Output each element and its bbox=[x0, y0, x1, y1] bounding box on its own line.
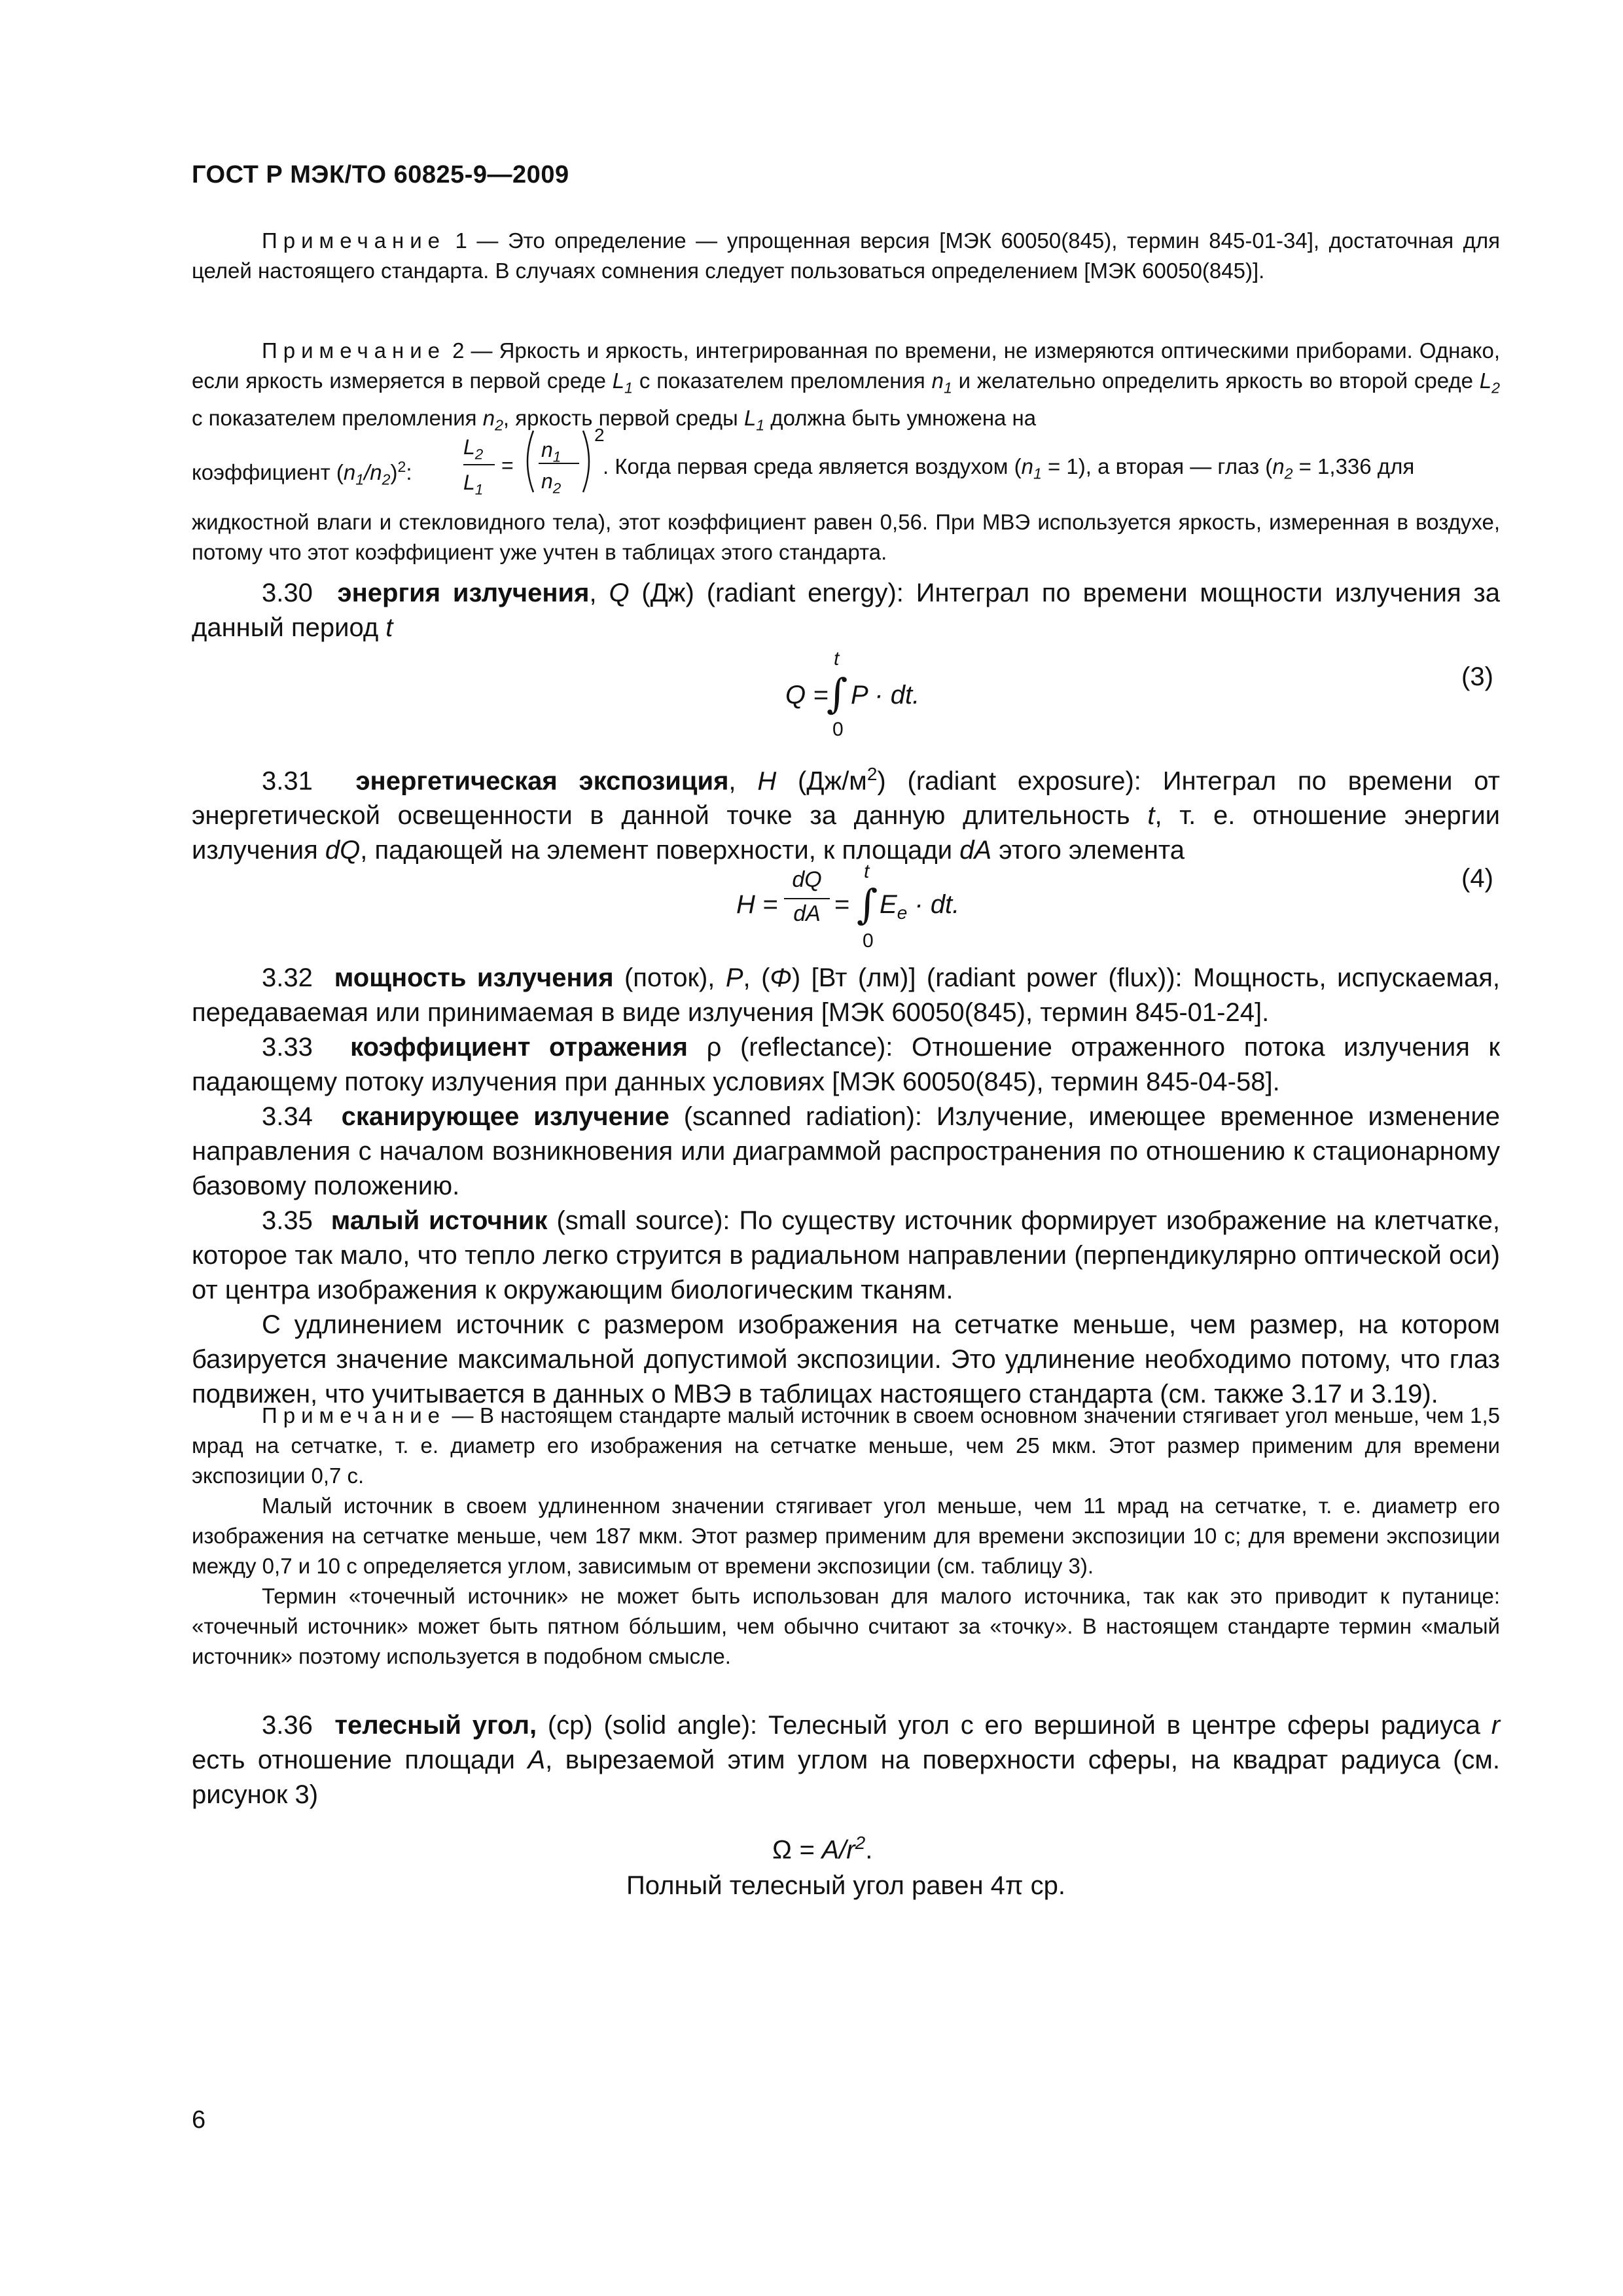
term-radiant-exposure: энергетическая экспозиция bbox=[355, 766, 729, 796]
equation-4-number: (4) bbox=[1461, 864, 1493, 893]
note-1 bbox=[192, 226, 1500, 286]
term-scanned-radiation: сканирующее излучение bbox=[341, 1102, 669, 1131]
symbol-L2: $L_2$ bbox=[1479, 368, 1500, 397]
integral-icon: ∫ bbox=[827, 670, 848, 717]
note-label: Примечание bbox=[262, 338, 446, 363]
integral-icon: ∫ bbox=[857, 880, 878, 928]
equation-solid-angle: $\Omega = A/r^2$. bbox=[772, 1833, 873, 1865]
section-3-35: 3.35 малый источник (small source): По существу источник формирует изображение на клетчатке, которое так мало, что тепло легко струится в радиальном направлении (перпендикулярно оптической оси) от центра изображения к окружающим биологическим тканям. bbox=[192, 1206, 1500, 1304]
symbol-n1: $n_1$ bbox=[931, 368, 952, 397]
term-radiant-energy: энергия излучения bbox=[337, 579, 590, 607]
eq4-integrand: $E_e$ · dt. bbox=[880, 890, 960, 923]
page-number: 6 bbox=[192, 2106, 206, 2134]
term-radiant-power: мощность излучения bbox=[334, 963, 614, 992]
term-reflectance: коэффициент отражения bbox=[350, 1033, 688, 1062]
symbol-n2: $n_2$ bbox=[482, 405, 503, 434]
eq4-equals: = bbox=[834, 890, 850, 919]
section-3-33: 3.33 коэффициент отражения ρ (reflectance): Отношение отраженного потока излучения к падающему потоку излучения при данных условиях [МЭК 60050(845), термин 845-04-58]. bbox=[192, 1033, 1501, 1096]
section-3-32: 3.32 мощность излучения (поток), P, (Φ) [Вт (лм)] (radiant power (flux)): Мощность, испускаемая, передаваемая или принимаемая в виде излучения [МЭК 60050(845), термин 845-01-24]. bbox=[192, 963, 1501, 1027]
note-1-text: 1 — Это определение — упрощенная версия [МЭК 60050(845), термин 845-01-34], достаточная для целей настоящего стандарта. В случаях сомнения следует пользоваться определением [МЭК 60050(845)]. bbox=[192, 228, 1500, 283]
coefficient-tail: . Когда первая среда является воздухом $(n_1 = 1)$, а вторая — глаз ($n_2 = 1,336$ для bbox=[603, 454, 1415, 482]
eq4-lower-limit: 0 bbox=[863, 930, 874, 952]
note-3-text: — В настоящем стандарте малый источник в своем основном значении стягивает угол меньше, чем 1,5 мрад на сетчатке, т. е. диаметр его изображения на сетчатке меньше, чем 25 мкм. Этот размер применим для времени экспозиции 0,7 с. bbox=[192, 1403, 1500, 1488]
ratio-n1: $n_1$ bbox=[541, 438, 562, 465]
eq4-denominator: dA bbox=[793, 901, 821, 926]
eq3-integrand: P · dt. bbox=[851, 681, 920, 709]
note-2-text: с показателем преломления bbox=[192, 405, 483, 430]
note-2-continuation: жидкостной влаги и стекловидного тела), этот коэффициент равен 0,56. При МВЭ используется яркость, измеренная в воздухе, потому что этот коэффициент уже учтен в таблицах этого стандарта. bbox=[192, 510, 1500, 564]
eq4-numerator: dQ bbox=[792, 867, 822, 892]
note-2-text: 2 — Яркость и яркость, интегрированная по времени, не измеряются оптическими приборами. Однако, если яркость измеряется в первой среде bbox=[192, 338, 1500, 393]
note-3 bbox=[192, 1401, 1500, 1491]
power-two: 2 bbox=[594, 425, 605, 445]
document-header: ГОСТ Р МЭК/ТО 60825-9—2009 bbox=[192, 161, 569, 188]
section-3-34: 3.34 сканирующее излучение (scanned radiation): Излучение, имеющее временное изменение направления с началом возникновения или диаграммой распространения по отношению к стационарному базовому положению. bbox=[192, 1102, 1501, 1200]
eq3-upper-limit: t bbox=[834, 648, 840, 670]
ratio-L2: $L_2$ bbox=[463, 435, 484, 463]
section-3-35-paragraph-2: С удлинением источник с размером изображения на сетчатке меньше, чем размер, на котором базируется значение максимальной допустимой экспозиции. Это удлинение необходимо потому, что глаз подвижен, что учитывается в данных о МВЭ в таблицах настоящего стандарта (см. также 3.17 и 3.19). bbox=[192, 1310, 1500, 1408]
symbol-L1: $L_1$ bbox=[743, 405, 765, 434]
note-2-text: , яркость первой среды bbox=[503, 405, 744, 430]
eq4-upper-limit: t bbox=[864, 861, 870, 882]
ratio-n2: $n_2$ bbox=[541, 469, 562, 497]
eq3-lhs: Q = bbox=[785, 681, 829, 709]
note-3-paragraph-2: Малый источник в своем удлиненном значении стягивает угол меньше, чем 11 мрад на сетчатке, т. е. диаметр его изображения на сетчатке меньше, чем 187 мкм. Этот размер применим для времени экспозиции 10 с; для времени экспозиции между 0,7 и 10 с определяется углом, зависимым от времени экспозиции (см. таблицу 3). bbox=[192, 1494, 1500, 1578]
note-2 bbox=[192, 336, 1500, 440]
ratio-L1: $L_1$ bbox=[463, 471, 484, 498]
fraction-bar bbox=[463, 464, 495, 465]
coefficient-line bbox=[192, 425, 1501, 504]
note-3-paragraph-3: Термин «точечный источник» не может быть использован для малого источника, так как это приводит к путанице: «точечный источник» может быть пятном бóльшим, чем обычно считают за «точку». В настоящем стандарте термин «малый источник» поэтому используется в подобном смысле. bbox=[192, 1584, 1500, 1668]
equals-sign: = bbox=[501, 454, 514, 477]
note-2-text: должна быть умножена на bbox=[764, 405, 1037, 430]
note-label: Примечание bbox=[262, 1403, 446, 1427]
section-3-31: 3.31 энергетическая экспозиция, H $(Дж/м^2)$ (radiant exposure): Интеграл по времени от энергетической освещенности в данной точке за данную длительность t, т. е. отношение энергии излучения dQ, падающей на элемент поверхности, к площади dA этого элемента bbox=[192, 764, 1501, 865]
note-2-text: с показателем преломления bbox=[633, 368, 932, 393]
equation-3-number: (3) bbox=[1461, 662, 1493, 691]
symbol-L1: $L_1$ bbox=[612, 368, 633, 397]
note-label: Примечание bbox=[262, 228, 446, 253]
coefficient-label: коэффициент $(n_1/n_2)^2$: bbox=[192, 458, 412, 488]
equation-4 bbox=[687, 861, 1047, 952]
term-small-source: малый источник bbox=[330, 1206, 548, 1235]
fraction-bar bbox=[784, 898, 830, 899]
equation-3 bbox=[654, 648, 982, 740]
section-3-30: 3.30 энергия излучения, Q (Дж) (radiant energy): Интеграл по времени мощности излучения за данный период t bbox=[192, 579, 1501, 642]
term-solid-angle: телесный угол, bbox=[334, 1711, 537, 1740]
eq4-lhs: H = bbox=[736, 890, 778, 919]
eq3-lower-limit: 0 bbox=[832, 719, 844, 740]
section-3-36: 3.36 телесный угол, (ср) (solid angle): Телесный угол с его вершиной в центре сферы радиуса r есть отношение площади A, вырезаемой этим углом на поверхности сферы, на квадрат радиуса (см. рисунок 3) bbox=[192, 1711, 1501, 1809]
solid-angle-caption: Полный телесный угол равен 4π ср. bbox=[626, 1871, 1065, 1900]
note-2-text: и желательно определить яркость во второй среде bbox=[952, 368, 1480, 393]
